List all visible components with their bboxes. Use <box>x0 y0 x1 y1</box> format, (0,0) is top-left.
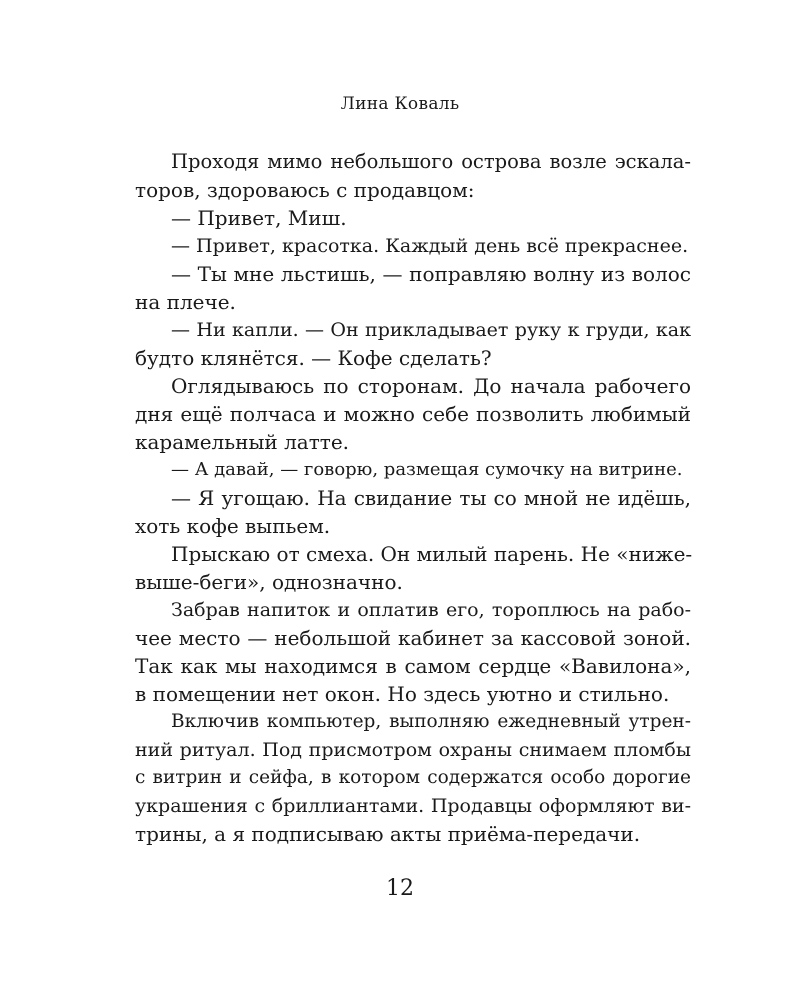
text-line: трины, а я подписываю акты приёма-передачи. <box>135 822 641 846</box>
text-line: чее место — небольшой кабинет за кассовой зоной. <box>135 626 691 650</box>
body-text <box>135 148 691 848</box>
text-line: хоть кофе выпьем. <box>135 514 331 538</box>
text-line: в помещении нет окон. Но здесь уютно и стильно. <box>135 682 670 706</box>
text-line: торов, здороваюсь с продавцом: <box>135 178 475 202</box>
text-line: выше-беги», однозначно. <box>135 570 403 594</box>
text-line: — Привет, красотка. Каждый день всё прекраснее. <box>171 235 689 257</box>
text-line: Проходя мимо небольшого острова возле эскала- <box>171 150 691 173</box>
text-line: — А давай, — говорю, размещая сумочку на витрине. <box>171 459 683 480</box>
text-line: Прыскаю от смеха. Он милый парень. Не «ниже- <box>171 542 693 566</box>
running-head-author: Лина Коваль <box>340 94 460 114</box>
text-line: Забрав напиток и оплатив его, тороплюсь на рабо- <box>171 599 691 621</box>
text-line: Оглядываюсь по сторонам. До начала рабочего <box>171 374 691 398</box>
text-line: — Ни капли. — Он прикладывает руку к груди, как <box>171 319 691 341</box>
text-line: Включив компьютер, выполняю ежедневный утрен- <box>171 711 691 732</box>
text-line: ний ритуал. Под присмотром охраны снимаем пломбы <box>135 739 691 761</box>
text-line: — Я угощаю. На свидание ты со мной не идёшь, <box>171 486 691 510</box>
text-line: — Привет, Миш. <box>171 206 347 230</box>
text-line: Так как мы находимся в самом сердце «Вавилона», <box>135 654 691 678</box>
text-line: — Ты мне льстишь, — поправляю волну из волос <box>171 262 691 286</box>
text-line: дня ещё полчаса и можно себе позволить любимый <box>135 402 691 426</box>
text-line: на плече. <box>135 290 236 314</box>
text-line: будто клянётся. — Кофе сделать? <box>135 346 492 370</box>
page-number: 12 <box>386 876 414 901</box>
text-line: с витрин и сейфа, в котором содержатся особо дорогие <box>135 767 691 788</box>
text-line: карамельный латте. <box>135 430 350 454</box>
text-line: украшения с бриллиантами. Продавцы оформляют ви- <box>135 795 691 817</box>
